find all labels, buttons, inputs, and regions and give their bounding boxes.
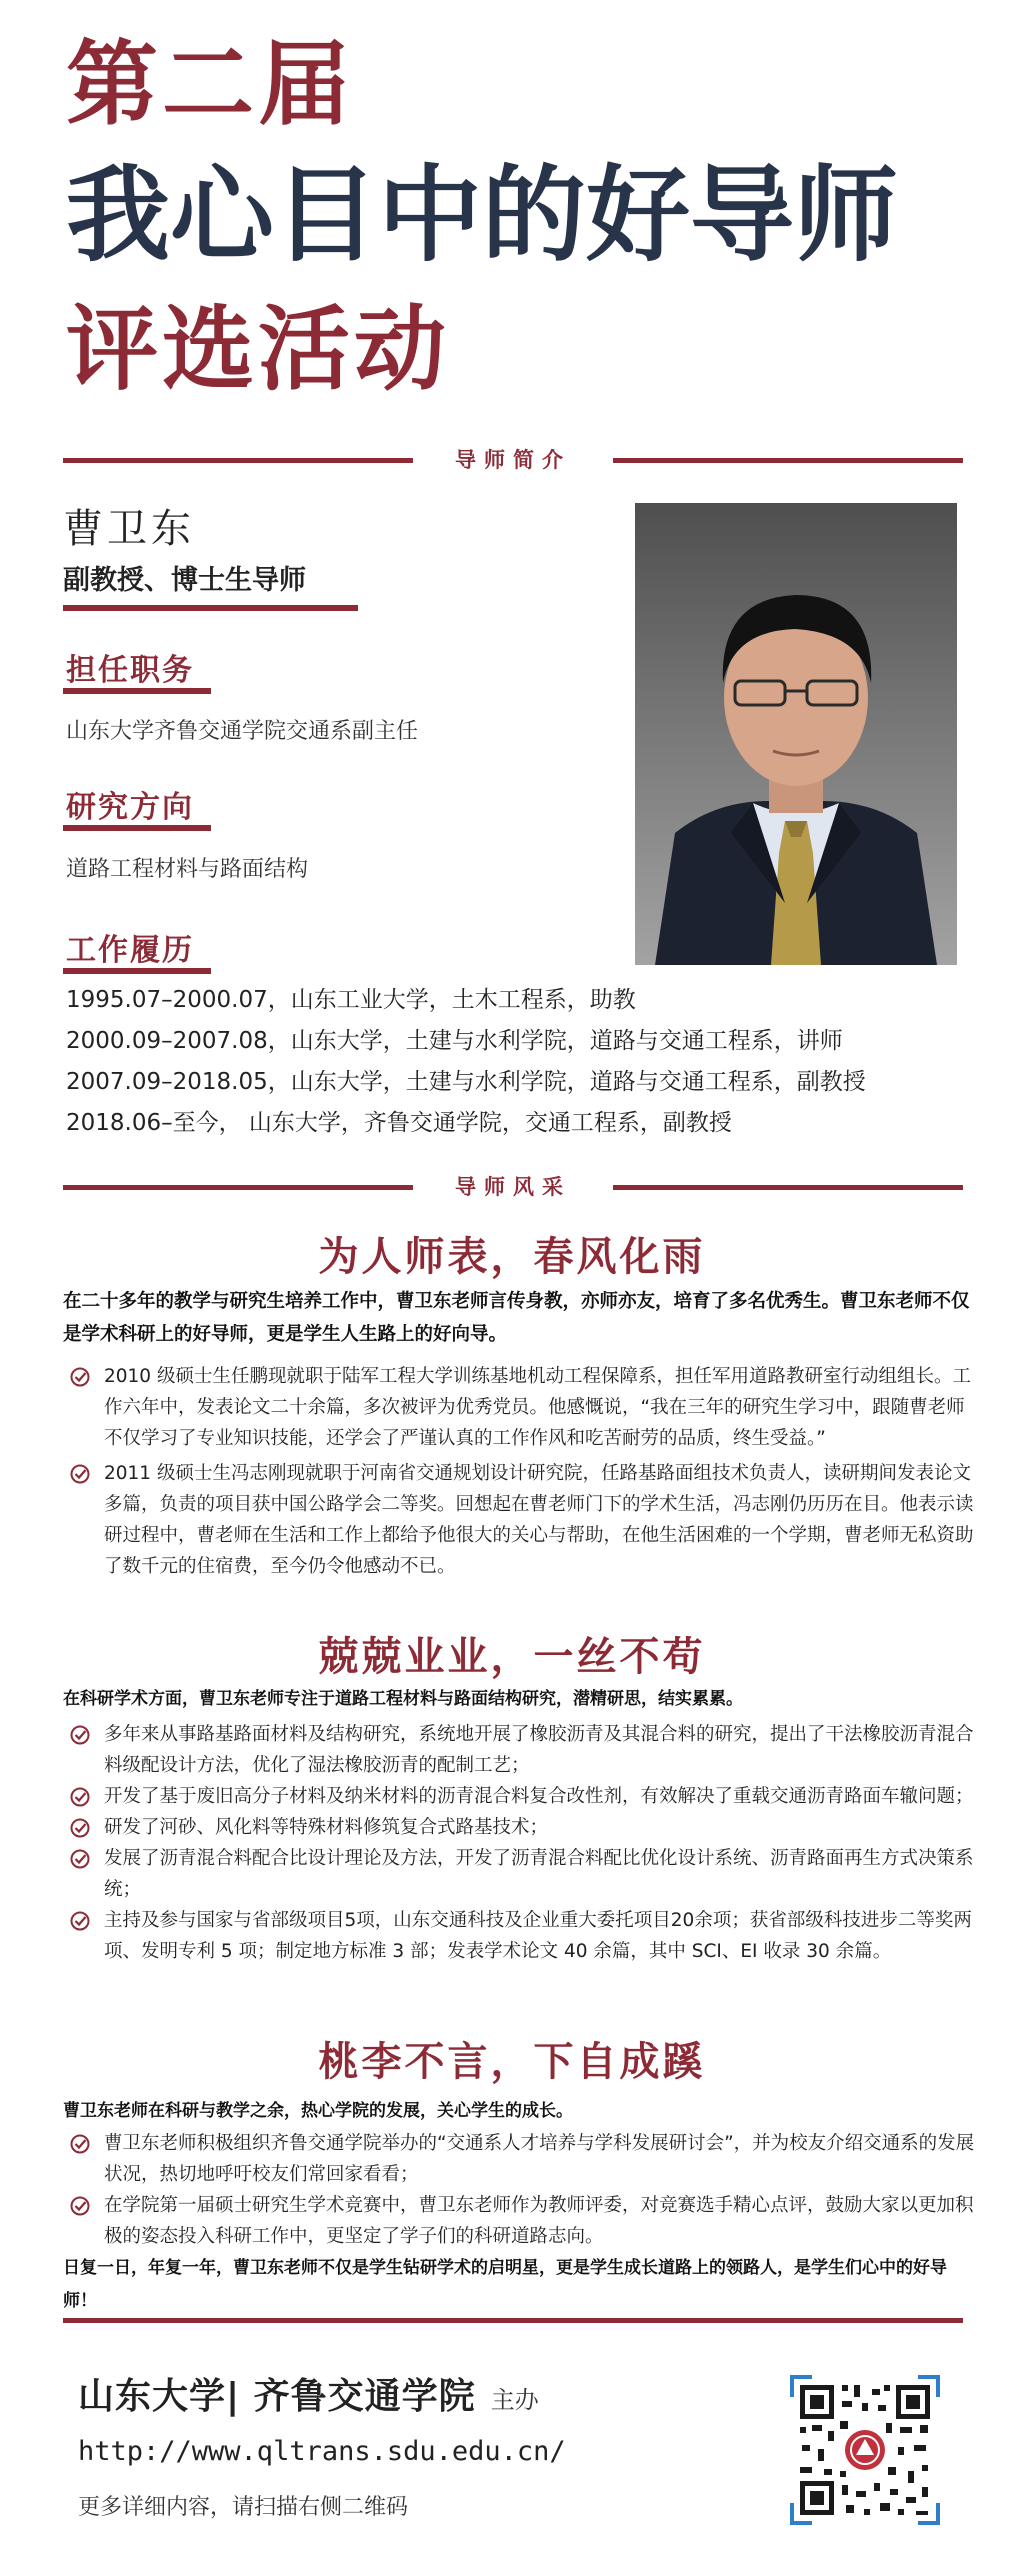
check-circle-icon xyxy=(68,1849,92,1869)
duty-text: 山东大学齐鲁交通学院交通系副主任 xyxy=(66,719,419,744)
work-underline xyxy=(63,968,211,974)
list-item-text: 研发了河砂、风化料等特殊材料修筑复合式路基技术； xyxy=(104,1817,549,1838)
footer-scan-note: 更多详细内容，请扫描右侧二维码 xyxy=(78,2495,409,2520)
list-item-text: 曹卫东老师积极组织齐鲁交通学院举办的“交通系人才培养与学科发展研讨会”，并为校友介绍交通系的发展状况，热切地呼吁校友们常回家看看； xyxy=(104,2133,975,2185)
footer-url-link[interactable]: http://www.qltrans.sdu.edu.cn/ xyxy=(78,2436,566,2467)
list-item xyxy=(68,1719,978,1781)
check-circle-icon xyxy=(68,1818,92,1838)
motto-heading-3: 桃李不言，下自成蹊 xyxy=(318,2039,706,2085)
check-circle-icon xyxy=(68,1787,92,1807)
list-item-text: 多年来从事路基路面材料及结构研究，系统地开展了橡胶沥青及其混合料的研究，提出了干法橡胶沥青混合料级配设计方法，优化了湿法橡胶沥青的配制工艺； xyxy=(104,1724,974,1776)
divider-left-style xyxy=(63,1185,413,1190)
work-history xyxy=(66,980,966,1144)
list-item xyxy=(68,1905,978,1967)
title-activity: 评选活动 xyxy=(66,296,451,403)
footer-divider xyxy=(63,2318,963,2323)
section-label-intro: 导师简介 xyxy=(455,448,571,472)
check-circle-icon xyxy=(68,1911,92,1931)
footer-host: 主办 xyxy=(490,2386,539,2414)
check-circle-icon xyxy=(68,1725,92,1745)
intro-paragraph-3: 曹卫东老师在科研与教学之余，热心学院的发展，关心学生的成长。 xyxy=(63,2101,573,2121)
intro-paragraph-2: 在科研学术方面，曹卫东老师专注于道路工程材料与路面结构研究，潜精研思，结实累累。 xyxy=(63,1689,743,1709)
duty-heading: 担任职务 xyxy=(66,653,194,688)
title-edition: 第二届 xyxy=(66,31,355,138)
closing-paragraph: 日复一日，年复一年，曹卫东老师不仅是学生钻研学术的启明星，更是学生成长道路上的领路人，是学生们心中的好导师！ xyxy=(63,2258,947,2311)
title-underline xyxy=(63,605,358,611)
list-item-text: 发展了沥青混合料配合比设计理论及方法，开发了沥青混合料配比优化设计系统、沥青路面再生方式决策系统； xyxy=(104,1848,974,1900)
work-entry: 2018.06–至今， 山东大学，齐鲁交通学院，交通工程系，副教授 xyxy=(66,1110,732,1136)
work-heading: 工作履历 xyxy=(66,933,194,968)
list-item xyxy=(68,2190,978,2252)
research-underline xyxy=(63,825,211,831)
list-item-text: 在学院第一届硕士研究生学术竞赛中，曹卫东老师作为教师评委，对竞赛选手精心点评，鼓励大家以更加积极的姿态投入科研工作中，更坚定了学子们的科研道路志向。 xyxy=(104,2195,974,2247)
work-entry: 1995.07–2000.07，山东工业大学，土木工程系，助教 xyxy=(66,987,636,1013)
check-circle-icon xyxy=(68,2134,92,2154)
divider-left-intro xyxy=(63,458,413,463)
list-item-text: 2010 级硕士生任鹏现就职于陆军工程大学训练基地机动工程保障系，担任军用道路教研室行动组组长。工作六年中，发表论文二十余篇，多次被评为优秀党员。他感慨说，“我在三年的研究生学习中，跟随曹老师不仅学习了专业知识技能，还学会了严谨认真的工作作风和吃苦耐劳的品质，终生受益。” xyxy=(104,1366,971,1449)
list-item-text: 2011 级硕士生冯志刚现就职于河南省交通规划设计研究院，任路基路面组技术负责人，读研期间发表论文多篇，负责的项目获中国公路学会二等奖。回想起在曹老师门下的学术生活，冯志刚仍历历在目。他表示读研过程中，曹老师在生活和工作上都给予他很大的关心与帮助，在他生活困难的一个学期，曹老师无私资助了数千元的住宿费，至今仍令他感动不已。 xyxy=(104,1463,974,1577)
list-item xyxy=(68,1781,978,1812)
check-circle-icon xyxy=(68,1464,92,1484)
footer-org-line xyxy=(78,2368,539,2419)
list-item xyxy=(68,1843,978,1905)
tutor-photo xyxy=(635,503,957,965)
list-item-text: 开发了基于废旧高分子材料及纳米材料的沥青混合料复合改性剂，有效解决了重载交通沥青路面车辙问题； xyxy=(104,1786,974,1807)
footer-organizer: 山东大学| 齐鲁交通学院 xyxy=(78,2376,476,2417)
work-entry: 2007.09–2018.05，山东大学，土建与水利学院，道路与交通工程系，副教授 xyxy=(66,1069,866,1095)
checklist-2 xyxy=(68,1719,978,1967)
title-main: 我心目中的好导师 xyxy=(66,154,899,276)
list-item-text: 主持及参与国家与省部级项目5项，山东交通科技及企业重大委托项目20余项；获省部级科技进步二等奖两项、发明专利 5 项；制定地方标准 3 部；发表学术论文 40 余篇，其中 SCI、EI 收录 30 余篇。 xyxy=(104,1910,972,1962)
checklist-3 xyxy=(68,2128,978,2252)
list-item xyxy=(68,1458,978,1582)
list-item xyxy=(68,1812,978,1843)
list-item xyxy=(68,1361,978,1454)
tutor-title: 副教授、博士生导师 xyxy=(63,565,306,596)
section-label-style: 导师风采 xyxy=(455,1175,571,1199)
divider-right-style xyxy=(613,1185,963,1190)
motto-heading-1: 为人师表，春风化雨 xyxy=(318,1234,706,1280)
duty-underline xyxy=(63,688,211,694)
portrait-illustration xyxy=(635,503,957,965)
list-item xyxy=(68,2128,978,2190)
tutor-name: 曹卫东 xyxy=(63,506,195,552)
divider-right-intro xyxy=(613,458,963,463)
check-circle-icon xyxy=(68,2196,92,2216)
intro-paragraph-1: 在二十多年的教学与研究生培养工作中，曹卫东老师言传身教，亦师亦友，培育了多名优秀生。曹卫东老师不仅是学术科研上的好导师，更是学生人生路上的好向导。 xyxy=(63,1291,970,1345)
research-text: 道路工程材料与路面结构 xyxy=(66,857,309,882)
research-heading: 研究方向 xyxy=(66,790,194,825)
motto-heading-2: 兢兢业业，一丝不苟 xyxy=(318,1634,706,1680)
qr-code-icon[interactable] xyxy=(790,2375,940,2525)
check-circle-icon xyxy=(68,1367,92,1387)
work-entry: 2000.09–2007.08，山东大学，土建与水利学院，道路与交通工程系，讲师 xyxy=(66,1028,843,1054)
checklist-1 xyxy=(68,1361,978,1582)
